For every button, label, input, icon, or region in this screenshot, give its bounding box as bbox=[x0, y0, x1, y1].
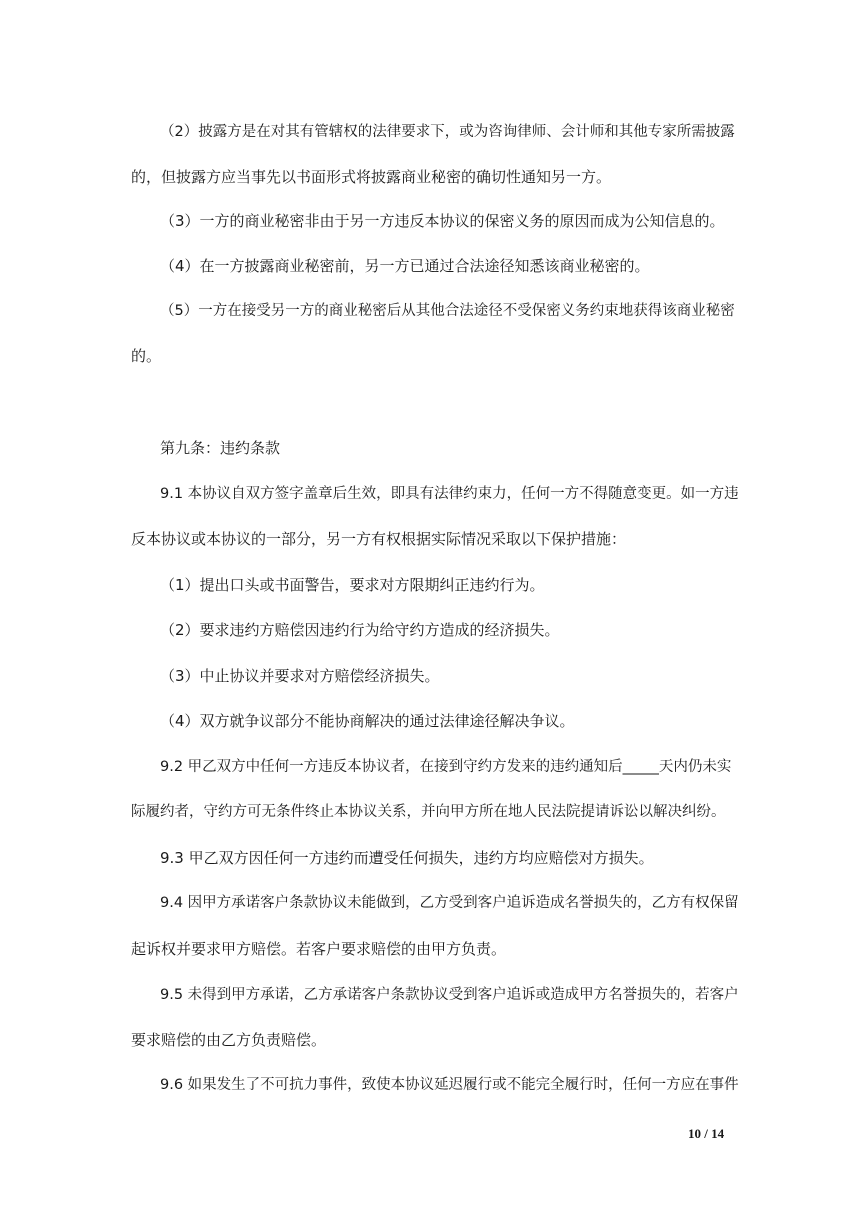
paragraph-line: 9.6 如果发生了不可抗力事件，致使本协议延迟履行或不能完全履行时，任何一方应在事件 bbox=[160, 1077, 739, 1093]
list-item: （2）要求违约方赔偿因违约行为给守约方造成的经济损失。 bbox=[160, 621, 560, 639]
page-number: 10 / 14 bbox=[688, 1126, 725, 1141]
list-item: （1）提出口头或书面警告，要求对方限期纠正违约行为。 bbox=[160, 576, 545, 594]
list-item: （4）双方就争议部分不能协商解决的通过法律途径解决争议。 bbox=[160, 712, 575, 730]
section-heading: 第九条：违约条款 bbox=[160, 439, 281, 457]
paragraph-line: 的。 bbox=[131, 347, 162, 365]
paragraph-line: （5）一方在接受另一方的商业秘密后从其他合法途径不受保密义务约束地获得该商业秘密 bbox=[160, 303, 735, 319]
paragraph-line: 反本协议或本协议的一部分，另一方有权根据实际情况采取以下保护措施： bbox=[131, 530, 627, 548]
paragraph-line: 9.3 甲乙双方因任何一方违约而遭受任何损失，违约方均应赔偿对方损失。 bbox=[160, 849, 654, 867]
paragraph-line: （2）披露方是在对其有管辖权的法律要求下，或为咨询律师、会计师和其他专家所需披露 bbox=[160, 124, 735, 140]
paragraph-line: 起诉权并要求甲方赔偿。若客户要求赔偿的由甲方负责。 bbox=[131, 940, 507, 958]
paragraph-line: 9.5 未得到甲方承诺，乙方承诺客户条款协议受到客户追诉或造成甲方名誉损失的，若客户 bbox=[160, 987, 739, 1003]
list-item: （3）中止协议并要求对方赔偿经济损失。 bbox=[160, 667, 440, 685]
paragraph-line: 9.4 因甲方承诺客户条款协议未能做到，乙方受到客户追诉造成名誉损失的，乙方有权保留 bbox=[160, 895, 739, 911]
paragraph-line: 际履约者，守约方可无条件终止本协议关系，并向甲方所在地人民法院提请诉讼以解决纠纷。 bbox=[131, 804, 726, 820]
paragraph-line: 9.1 本协议自双方签字盖章后生效，即具有法律约束力，任何一方不得随意变更。如一方违 bbox=[160, 486, 739, 502]
paragraph-line: （3）一方的商业秘密非由于另一方违反本协议的保密义务的原因而成为公知信息的。 bbox=[160, 212, 725, 230]
paragraph-line: 9.2 甲乙双方中任何一方违反本协议者，在接到守约方发来的违约通知后_____天内仍未实 bbox=[160, 759, 732, 775]
paragraph-line: 要求赔偿的由乙方负责赔偿。 bbox=[131, 1031, 327, 1049]
paragraph-line: （4）在一方披露商业秘密前，另一方已通过合法途径知悉该商业秘密的。 bbox=[160, 257, 650, 275]
paragraph-line: 的，但披露方应当事先以书面形式将披露商业秘密的确切性通知另一方。 bbox=[131, 168, 612, 186]
